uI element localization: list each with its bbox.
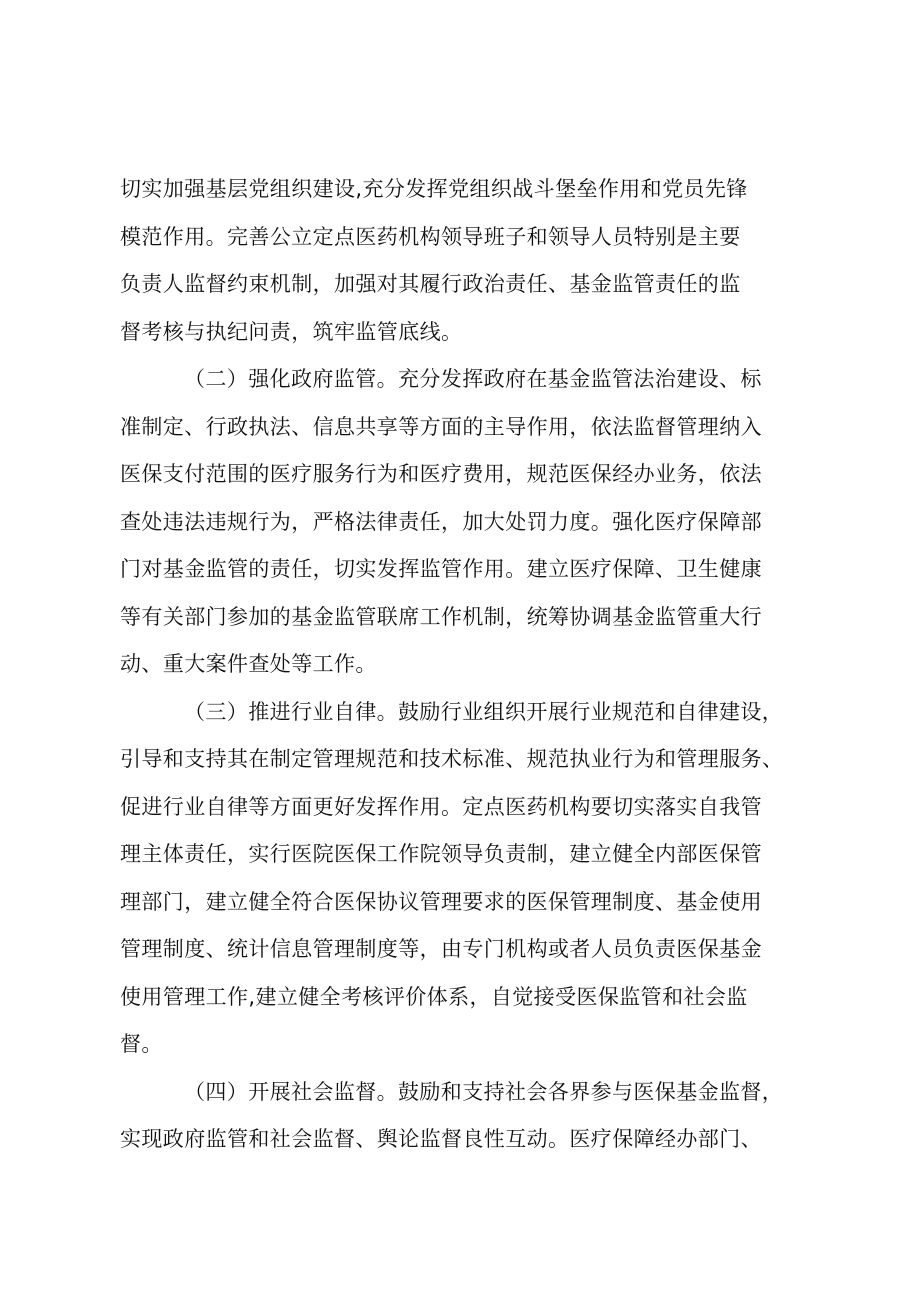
paragraph-government-supervision bbox=[120, 356, 828, 689]
paragraph-social-supervision bbox=[120, 1069, 828, 1164]
paragraph-party-building bbox=[120, 166, 828, 356]
text-line: 理主体责任，实行医院医保工作院领导负责制，建立健全内部医保管 bbox=[120, 842, 762, 866]
text-line: 准制定、行政执法、信息共享等方面的主导作用，依法监督管理纳入 bbox=[120, 414, 762, 439]
text-line: 等有关部门参加的基金监管联席工作机制，统筹协调基金监管重大行 bbox=[120, 604, 762, 629]
paragraph-industry-self-discipline bbox=[120, 689, 828, 1069]
text-line: 查处违法违规行为，严格法律责任，加大处罚力度。强化医疗保障部 bbox=[120, 509, 762, 534]
text-line: 模范作用。完善公立定点医药机构领导班子和领导人员特别是主要 bbox=[120, 224, 741, 249]
text-line: 督。 bbox=[120, 1032, 163, 1056]
text-line: 理部门，建立健全符合医保协议管理要求的医保管理制度、基金使用 bbox=[120, 889, 762, 914]
text-line: 门对基金监管的责任，切实发挥监管作用。建立医疗保障、卫生健康 bbox=[120, 557, 762, 581]
text-line: 引导和支持其在制定管理规范和技术标准、规范执业行为和管理服务、 bbox=[120, 747, 784, 771]
text-line: 管理制度、统计信息管理制度等，由专门机构或者人员负责医保基金 bbox=[120, 937, 762, 961]
text-line: （二）强化政府监管。充分发挥政府在基金监管法治建设、标 bbox=[184, 367, 762, 391]
text-line: 督考核与执纪问责，筑牢监管底线。 bbox=[120, 319, 463, 344]
text-line: 负责人监督约束机制，加强对其履行政治责任、基金监管责任的监 bbox=[120, 272, 741, 296]
text-line: 促进行业自律等方面更好发挥作用。定点医药机构要切实落实自我管 bbox=[120, 794, 762, 819]
text-line: 动、重大案件查处等工作。 bbox=[120, 652, 377, 676]
text-line: 实现政府监管和社会监督、舆论监督良性互动。医疗保障经办部门、 bbox=[120, 1127, 762, 1151]
text-line: 切实加强基层党组织建设,充分发挥党组织战斗堡垒作用和党员先锋 bbox=[120, 177, 748, 201]
text-line: 使用管理工作,建立健全考核评价体系，自觉接受医保监管和社会监 bbox=[120, 984, 748, 1009]
document-body bbox=[120, 166, 828, 1164]
text-line: （三）推进行业自律。鼓励行业组织开展行业规范和自律建设， bbox=[184, 699, 784, 724]
text-line: （四）开展社会监督。鼓励和支持社会各界参与医保基金监督， bbox=[184, 1079, 784, 1104]
text-line: 医保支付范围的医疗服务行为和医疗费用，规范医保经办业务，依法 bbox=[120, 462, 762, 486]
